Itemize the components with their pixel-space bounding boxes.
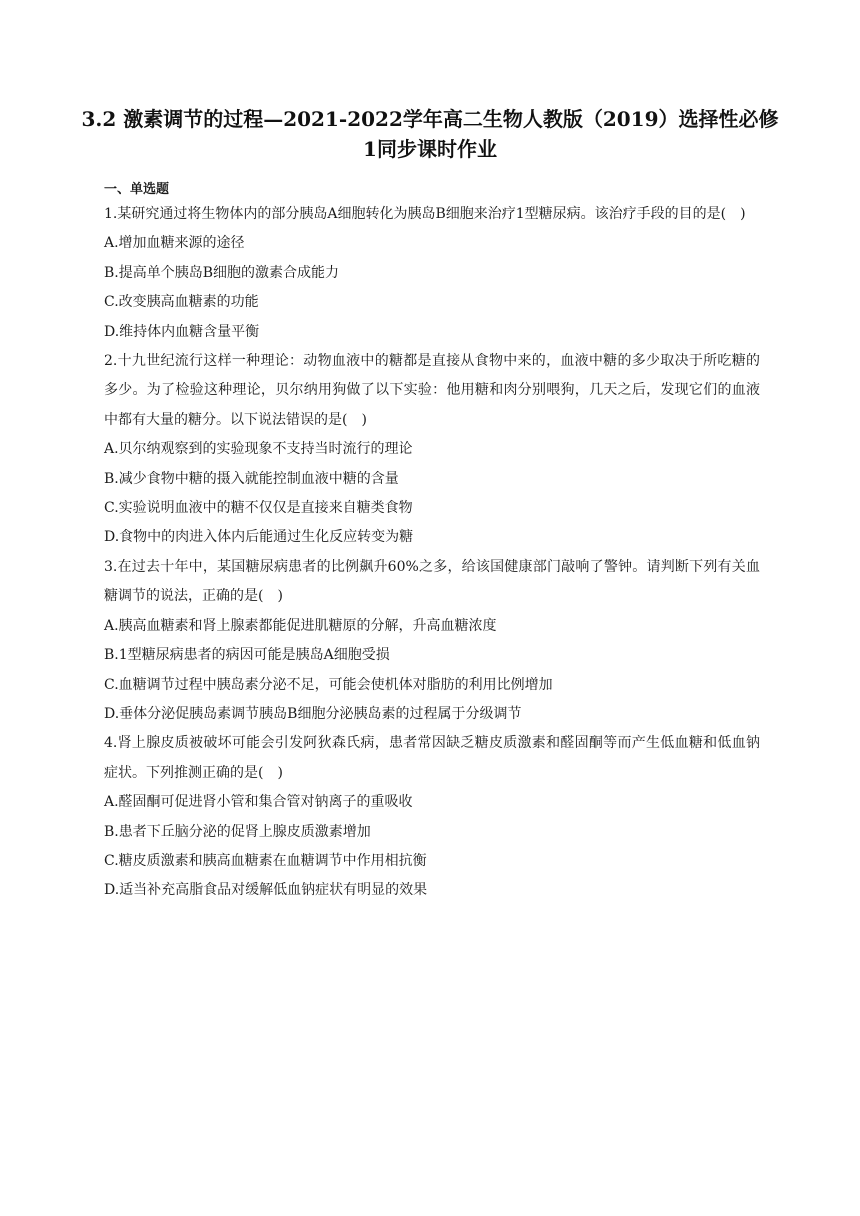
question-3	[104, 553, 760, 729]
option-a: A.胰高血糖素和肾上腺素都能促进肌糖原的分解，升高血糖浓度	[104, 617, 497, 634]
question-stem: 4.肾上腺皮质被破坏可能会引发阿狄森氏病，患者常因缺乏糖皮质激素和醛固酮等而产生低血糖和低血钠症状。下列推测正确的是( )	[104, 735, 760, 781]
option-c: C.改变胰高血糖素的功能	[104, 294, 259, 311]
option-d: D.适当补充高脂食品对缓解低血钠症状有明显的效果	[104, 882, 428, 899]
document-title: 3.2 激素调节的过程—2021-2022学年高二生物人教版（2019）选择性必修1同步课时作业	[81, 107, 779, 161]
question-4	[104, 729, 760, 905]
option-d: D.食物中的肉进入体内后能通过生化反应转变为糖	[104, 529, 414, 546]
question-list	[104, 180, 760, 906]
option-b: B.减少食物中糖的摄入就能控制血液中糖的含量	[104, 470, 399, 487]
question-1	[104, 200, 760, 347]
option-c: C.血糖调节过程中胰岛素分泌不足，可能会使机体对脂肪的利用比例增加	[104, 676, 553, 693]
option-c: C.实验说明血液中的糖不仅仅是直接来自糖类食物	[104, 500, 413, 517]
option-b: B.提高单个胰岛B细胞的激素合成能力	[104, 264, 340, 281]
question-2	[104, 347, 760, 553]
question-stem: 3.在过去十年中，某国糖尿病患者的比例飙升60%之多，给该国健康部门敲响了警钟。请判断下列有关血糖调节的说法，正确的是( )	[104, 558, 760, 605]
option-b: B.患者下丘脑分泌的促肾上腺皮质激素增加	[104, 823, 371, 840]
section-heading: 一、单选题	[104, 182, 170, 197]
option-a: A.贝尔纳观察到的实验现象不支持当时流行的理论	[104, 441, 413, 458]
option-a: A.增加血糖来源的途径	[104, 235, 245, 252]
option-d: D.维持体内血糖含量平衡	[104, 323, 260, 340]
question-stem: 2.十九世纪流行这样一种理论：动物血液中的糖都是直接从食物中来的，血液中糖的多少取决于所吃糖的多少。为了检验这种理论，贝尔纳用狗做了以下实验：他用糖和肉分别喂狗，几天之后，发现它们的血液中都有大量的糖分。以下说法错误的是( )	[104, 353, 760, 428]
option-b: B.1型糖尿病患者的病因可能是胰岛A细胞受损	[104, 647, 390, 664]
option-c: C.糖皮质激素和胰高血糖素在血糖调节中作用相抗衡	[104, 852, 427, 869]
option-a: A.醛固酮可促进肾小管和集合管对钠离子的重吸收	[104, 794, 413, 811]
question-stem: 1.某研究通过将生物体内的部分胰岛A细胞转化为胰岛B细胞来治疗1型糖尿病。该治疗手段的目的是( )	[104, 206, 746, 222]
option-d: D.垂体分泌促胰岛素调节胰岛B细胞分泌胰岛素的过程属于分级调节	[104, 705, 522, 722]
